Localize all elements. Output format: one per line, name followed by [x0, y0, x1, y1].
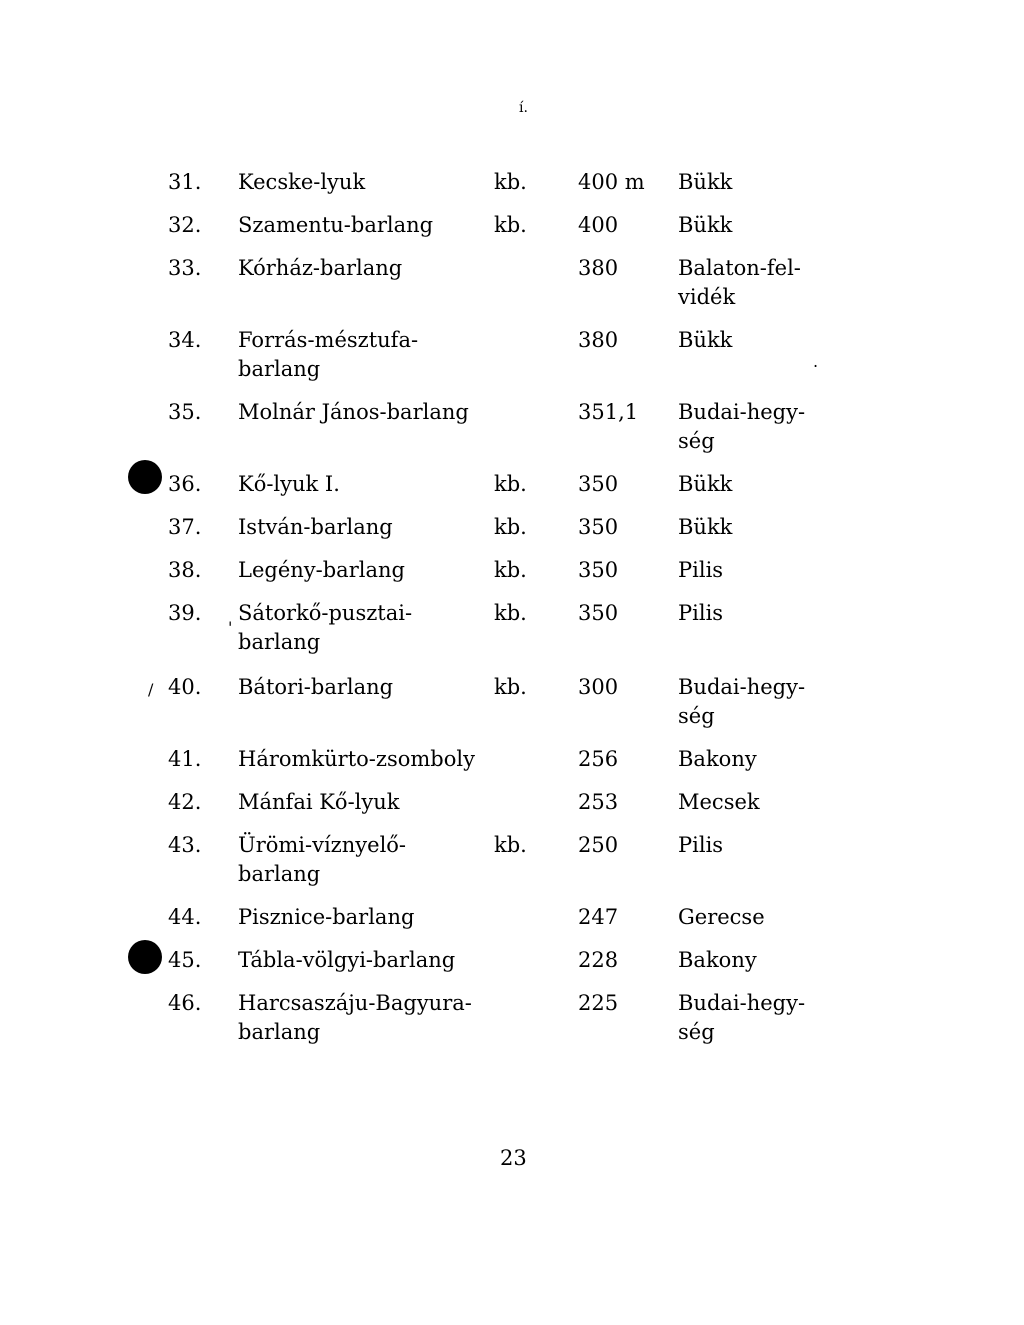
row-number: 34.: [168, 328, 202, 352]
region: [678, 326, 828, 355]
top-mark: í.: [519, 100, 528, 116]
cave-name: [238, 903, 500, 932]
region-line: Bükk: [678, 213, 733, 237]
cave-name: [238, 989, 500, 1047]
stray-mark: /: [148, 680, 154, 699]
cave-name-line: Kő-lyuk I.: [238, 472, 340, 496]
altitude: 380: [578, 328, 619, 352]
approx-marker: kb.: [494, 833, 527, 857]
altitude: 351,1: [578, 400, 639, 424]
region-line: Pilis: [678, 601, 724, 625]
cave-name: [238, 946, 500, 975]
approx-marker: kb.: [494, 170, 527, 194]
region: [678, 673, 828, 731]
cave-name: [238, 673, 500, 702]
region: [678, 254, 828, 312]
row-number: 41.: [168, 747, 202, 771]
row-number: 43.: [168, 833, 202, 857]
row-number: 46.: [168, 991, 202, 1015]
row-number: 37.: [168, 515, 202, 539]
region: [678, 470, 828, 499]
punch-hole: [128, 940, 162, 974]
cave-name: [238, 326, 500, 384]
approx-marker: kb.: [494, 515, 527, 539]
row-number: 33.: [168, 256, 202, 280]
region: [678, 556, 828, 585]
region: [678, 211, 828, 240]
cave-name-line: Forrás-mésztufa-: [238, 328, 419, 352]
cave-name: [238, 168, 500, 197]
row-number: 35.: [168, 400, 202, 424]
row-number: 44.: [168, 905, 202, 929]
stray-mark: .: [813, 352, 819, 371]
cave-name-line: Háromkürto-zsomboly: [238, 747, 475, 771]
row-number: 38.: [168, 558, 202, 582]
altitude: 400: [578, 213, 619, 237]
altitude: 380: [578, 256, 619, 280]
region-line: ség: [678, 1020, 715, 1044]
region-line: Bükk: [678, 328, 733, 352]
region-line: ség: [678, 429, 715, 453]
region: [678, 599, 828, 628]
cave-name-line: Tábla-völgyi-barlang: [238, 948, 456, 972]
region-line: ség: [678, 704, 715, 728]
region: [678, 398, 828, 456]
region-line: Budai-hegy-: [678, 400, 806, 424]
region-line: Bükk: [678, 515, 733, 539]
approx-marker: kb.: [494, 675, 527, 699]
cave-name: [238, 398, 500, 427]
row-number: 40.: [168, 675, 202, 699]
row-number: 42.: [168, 790, 202, 814]
cave-name-line: Kecske-lyuk: [238, 170, 366, 194]
region: [678, 903, 828, 932]
approx-marker: kb.: [494, 601, 527, 625]
approx-marker: kb.: [494, 213, 527, 237]
region-line: Balaton-fel-: [678, 256, 801, 280]
altitude: 228: [578, 948, 619, 972]
region-line: Bükk: [678, 170, 733, 194]
cave-name-line: Sátorkő-pusztai-: [238, 601, 413, 625]
altitude: 350: [578, 601, 619, 625]
row-number: 36.: [168, 472, 202, 496]
cave-name: [238, 599, 500, 657]
altitude: 300: [578, 675, 619, 699]
region-line: vidék: [678, 285, 736, 309]
stray-mark: ': [228, 618, 233, 637]
region: [678, 831, 828, 860]
cave-name: [238, 513, 500, 542]
punch-hole: [128, 460, 162, 494]
region: [678, 168, 828, 197]
cave-name-line: barlang: [238, 862, 321, 886]
cave-name-line: Harcsaszáju-Bagyura-: [238, 991, 472, 1015]
row-number: 39.: [168, 601, 202, 625]
altitude: 247: [578, 905, 619, 929]
region-line: Bakony: [678, 948, 757, 972]
cave-name-line: Kórház-barlang: [238, 256, 403, 280]
cave-name-line: Pisznice-barlang: [238, 905, 415, 929]
altitude: 250: [578, 833, 619, 857]
region: [678, 989, 828, 1047]
cave-name: [238, 745, 500, 774]
cave-name-line: Mánfai Kő-lyuk: [238, 790, 400, 814]
cave-name-line: István-barlang: [238, 515, 393, 539]
row-number: 45.: [168, 948, 202, 972]
region-line: Pilis: [678, 558, 724, 582]
cave-name-line: barlang: [238, 630, 321, 654]
altitude: 400 m: [578, 170, 645, 194]
cave-name: [238, 788, 500, 817]
region: [678, 513, 828, 542]
altitude: 225: [578, 991, 619, 1015]
cave-name-line: barlang: [238, 357, 321, 381]
cave-name-line: Bátori-barlang: [238, 675, 394, 699]
cave-name: [238, 211, 500, 240]
altitude: 350: [578, 472, 619, 496]
region-line: Gerecse: [678, 905, 765, 929]
region-line: Bakony: [678, 747, 757, 771]
cave-name-line: Molnár János-barlang: [238, 400, 469, 424]
approx-marker: kb.: [494, 558, 527, 582]
cave-name-line: Szamentu-barlang: [238, 213, 434, 237]
region: [678, 788, 828, 817]
page-number: 23: [500, 1146, 527, 1170]
region-line: Mecsek: [678, 790, 760, 814]
cave-name: [238, 556, 500, 585]
altitude: 253: [578, 790, 619, 814]
altitude: 350: [578, 558, 619, 582]
region-line: Budai-hegy-: [678, 675, 806, 699]
region-line: Bükk: [678, 472, 733, 496]
altitude: 350: [578, 515, 619, 539]
altitude: 256: [578, 747, 619, 771]
approx-marker: kb.: [494, 472, 527, 496]
region: [678, 946, 828, 975]
region: [678, 745, 828, 774]
cave-name: [238, 254, 500, 283]
region-line: Budai-hegy-: [678, 991, 806, 1015]
cave-name: [238, 831, 500, 889]
cave-name: [238, 470, 500, 499]
row-number: 32.: [168, 213, 202, 237]
cave-name-line: barlang: [238, 1020, 321, 1044]
region-line: Pilis: [678, 833, 724, 857]
cave-name-line: Legény-barlang: [238, 558, 405, 582]
cave-name-line: Ürömi-víznyelő-: [238, 833, 407, 857]
row-number: 31.: [168, 170, 202, 194]
